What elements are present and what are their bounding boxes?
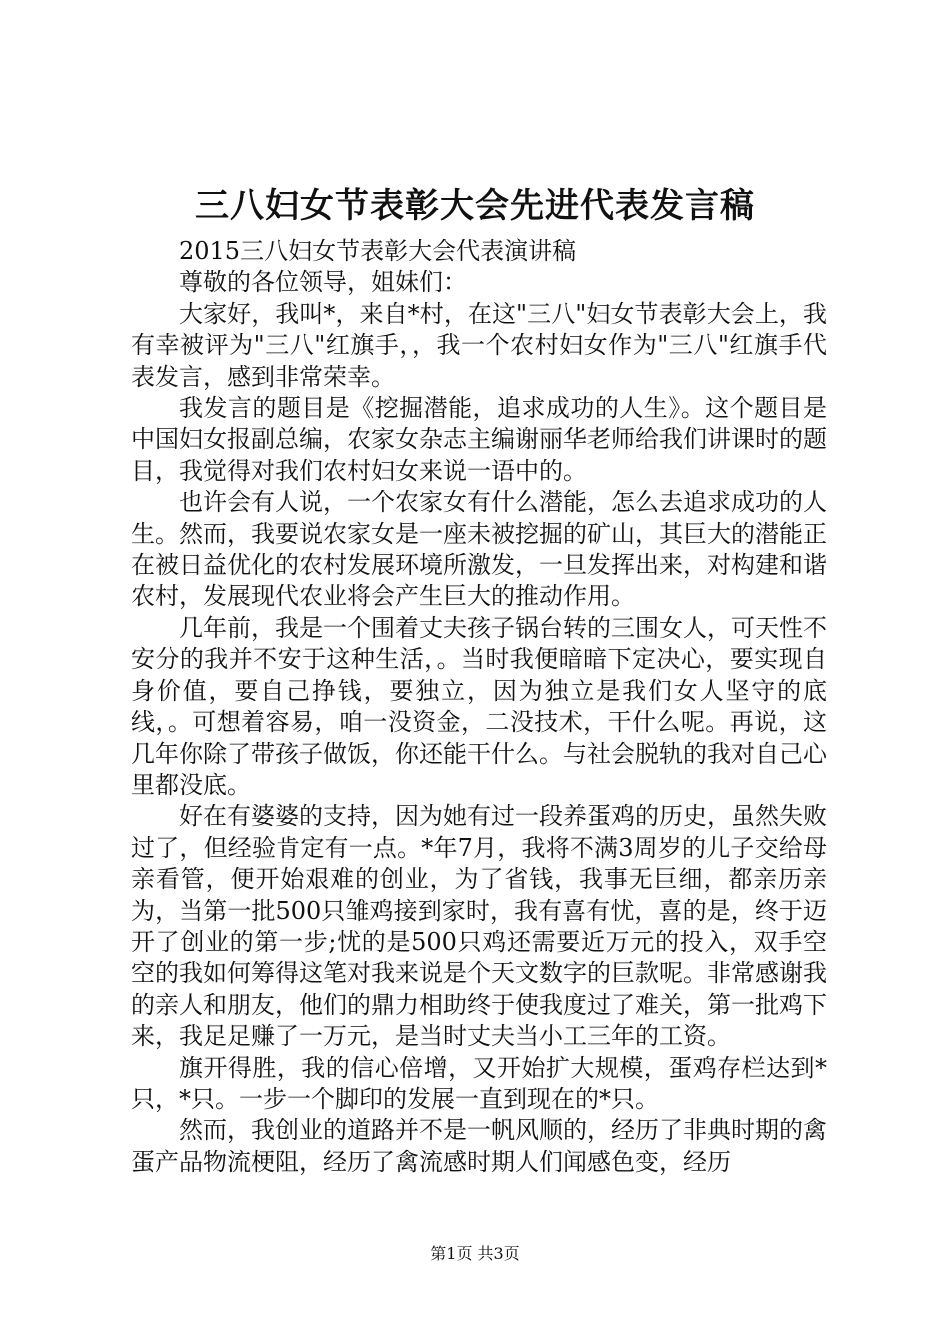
- body-paragraph: 好在有婆婆的支持，因为她有过一段养蛋鸡的历史，虽然失败过了，但经验肯定有一点。*年7月，我将不满3周岁的儿子交给母亲看管，便开始艰难的创业，为了省钱，我事无巨细，都亲历亲为，当第一批500只雏鸡接到家时，我有喜有忧，喜的是，终于迈开了创业的第一步;忧的是500只鸡还需要近万元的投入，双手空空的我如何筹得这笔对我来说是个天文数字的巨款呢。非常感谢我的亲人和朋友，他们的鼎力相助终于使我度过了难关，第一批鸡下来，我足足赚了一万元，是当时丈夫当小工三年的工资。: [131, 802, 827, 1051]
- document-body: [131, 236, 827, 1178]
- salutation-paragraph: 尊敬的各位领导，姐妹们：: [179, 268, 467, 297]
- page-number-footer: 第1页 共3页: [430, 1244, 520, 1263]
- body-paragraph: 旗开得胜，我的信心倍增，又开始扩大规模，蛋鸡存栏达到*只，*只。一步一个脚印的发展一直到现在的*只。: [131, 1053, 827, 1113]
- body-paragraph: 也许会有人说，一个农家女有什么潜能，怎么去追求成功的人生。然而，我要说农家女是一座未被挖掘的矿山，其巨大的潜能正在被日益优化的农村发展环境所激发，一旦发挥出来，对构建和谐农村，发展现代农业将会产生巨大的推动作用。: [131, 488, 827, 611]
- body-paragraph: 大家好，我叫*，来自*村，在这"三八"妇女节表彰大会上，我有幸被评为"三八"红旗手，，我一个农村妇女作为"三八"红旗手代表发言，感到非常荣幸。: [131, 299, 827, 391]
- body-paragraph: 然而，我创业的道路并不是一帆风顺的，经历了非典时期的禽蛋产品物流梗阻，经历了禽流感时期人们闻感色变，经历: [131, 1116, 827, 1176]
- subtitle-paragraph: 2015三八妇女节表彰大会代表演讲稿: [179, 237, 577, 265]
- document-title: 三八妇女节表彰大会先进代表发言稿: [195, 186, 755, 226]
- body-paragraph: 几年前，我是一个围着丈夫孩子锅台转的三围女人，可天性不安分的我并不安于这种生活，。当时我便暗暗下定决心，要实现自身价值，要自己挣钱，要独立，因为独立是我们女人坚守的底线，。可想着容易，咱一没资金，二没技术，干什么呢。再说，这几年你除了带孩子做饭，你还能干什么。与社会脱轨的我对自己心里都没底。: [131, 613, 827, 799]
- body-paragraph: 我发言的题目是《挖掘潜能，追求成功的人生》。这个题目是中国妇女报副总编，农家女杂志主编谢丽华老师给我们讲课时的题目，我觉得对我们农村妇女来说一语中的。: [131, 394, 827, 485]
